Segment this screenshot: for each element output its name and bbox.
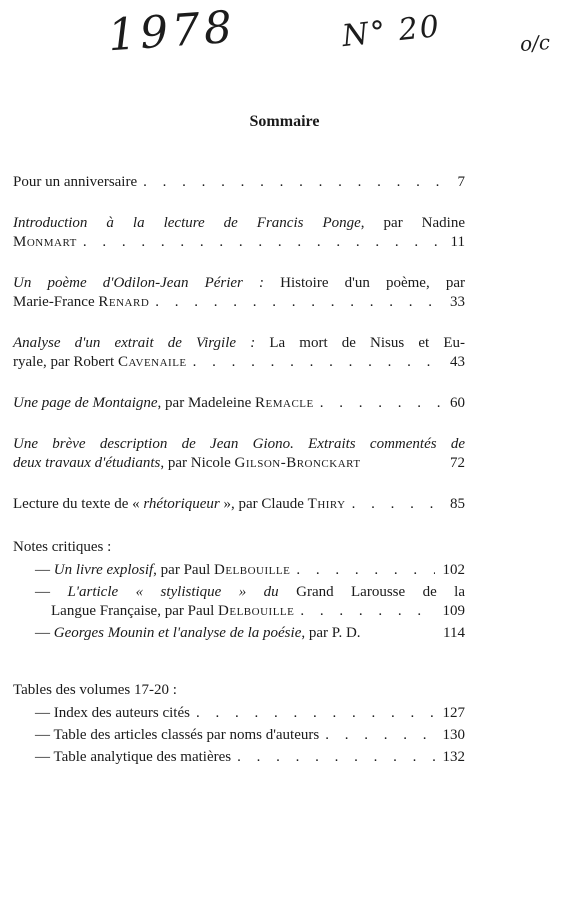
entry-author: Monmart — [13, 234, 77, 250]
note-subtitle: Grand Larousse de la — [278, 584, 466, 600]
entry-subtitle: La mort de Nisus et Eu- — [255, 335, 465, 351]
note-by: , par P. D. — [301, 625, 361, 641]
note-item — [13, 561, 465, 580]
note-title: Un livre explosif — [53, 562, 154, 578]
entry-title: Une page de Montaigne — [13, 395, 158, 411]
table-title: Table des articles classés par noms d'auteurs — [53, 727, 320, 743]
toc-entry — [13, 274, 465, 312]
toc-entry — [13, 435, 465, 473]
dash: — — [35, 727, 54, 743]
page-number: 11 — [450, 234, 465, 250]
note-item — [13, 624, 465, 643]
page-number: 114 — [443, 625, 465, 641]
entry-by: , par Madeleine — [157, 395, 256, 411]
entry-by: Marie-France — [13, 294, 99, 310]
page-number: 132 — [442, 749, 465, 765]
entry-author: Thiry — [307, 496, 346, 512]
table-item — [13, 704, 465, 723]
page-number: 33 — [450, 294, 465, 310]
page-number: 85 — [450, 496, 465, 512]
note-title: Georges Mounin et l'analyse de la poésie — [53, 625, 302, 641]
note-by: Langue Française, par Paul — [51, 603, 219, 619]
page-title: Sommaire — [249, 113, 320, 130]
table-title: Index des auteurs cités — [53, 705, 190, 721]
entry-author: Cavenaile — [117, 354, 187, 370]
entry-title: Introduction à la lecture de Francis Ponge — [13, 215, 361, 231]
tables-heading: Tables des volumes 17-20 : — [13, 682, 177, 698]
page-number: 72 — [450, 455, 465, 471]
tables-section — [13, 681, 465, 767]
dash: — — [35, 625, 54, 641]
entry-title: Analyse d'un extrait de Virgile : — [13, 335, 256, 351]
notes-section — [13, 538, 465, 643]
entry-by: », par Claude — [219, 496, 308, 512]
entry-by: , par Nicole — [160, 455, 235, 471]
leader-dots — [155, 293, 442, 312]
entry-author: Remacle — [255, 395, 314, 411]
page-number: 43 — [450, 354, 465, 370]
entry-title: rhétoriqueur — [143, 496, 220, 512]
leader-dots — [196, 704, 435, 723]
note-by: , par Paul — [153, 562, 214, 578]
handwritten-mark: o/c — [519, 29, 551, 57]
leader-dots — [193, 353, 442, 372]
table-item — [13, 726, 465, 745]
leader-dots — [325, 726, 434, 745]
toc-entry — [13, 394, 465, 413]
table-title: Table analytique des matières — [53, 749, 232, 765]
entry-title: Un poème d'Odilon-Jean Périer : — [13, 275, 265, 291]
dash: — — [35, 749, 54, 765]
toc-entry — [13, 173, 465, 192]
entry-title: Pour un anniversaire — [13, 174, 138, 190]
toc-entry — [13, 334, 465, 372]
page-number: 130 — [442, 727, 465, 743]
page-number: 109 — [442, 603, 465, 619]
leader-dots — [300, 602, 434, 621]
entry-title: Une brève description de Jean Giono. Extraits commentés de — [13, 436, 465, 452]
entry-prefix: Lecture du texte de « — [13, 496, 144, 512]
page-number: 102 — [442, 562, 465, 578]
note-title: L'article « stylistique » du — [67, 584, 279, 600]
entry-by: , par Nadine — [360, 215, 465, 231]
entry-subtitle: Histoire d'un poème, par — [264, 275, 465, 291]
page-number: 7 — [457, 174, 465, 190]
entry-author: Gilson-Bronckart — [234, 455, 361, 471]
handwritten-issue-number: N° 20 — [340, 8, 443, 55]
leader-dots — [296, 561, 434, 580]
note-author: Delbouille — [218, 603, 295, 619]
page-number: 127 — [442, 705, 465, 721]
entry-title-cont: deux travaux d'étudiants — [13, 455, 161, 471]
dash: — — [35, 584, 68, 600]
leader-dots — [83, 233, 443, 252]
table-item — [13, 748, 465, 767]
note-author: Delbouille — [214, 562, 291, 578]
handwritten-year: 1978 — [106, 1, 238, 62]
notes-heading: Notes critiques : — [13, 539, 112, 555]
toc-entry — [13, 495, 465, 514]
entry-by: ryale, par Robert — [13, 354, 118, 370]
leader-dots — [237, 748, 434, 767]
table-of-contents — [13, 173, 465, 770]
page-number: 60 — [450, 395, 465, 411]
leader-dots — [352, 495, 442, 514]
dash: — — [35, 562, 54, 578]
leader-dots — [320, 394, 442, 413]
leader-dots — [143, 173, 449, 192]
note-item — [13, 583, 465, 621]
entry-author: Renard — [98, 294, 150, 310]
dash: — — [35, 705, 54, 721]
toc-entry — [13, 214, 465, 252]
